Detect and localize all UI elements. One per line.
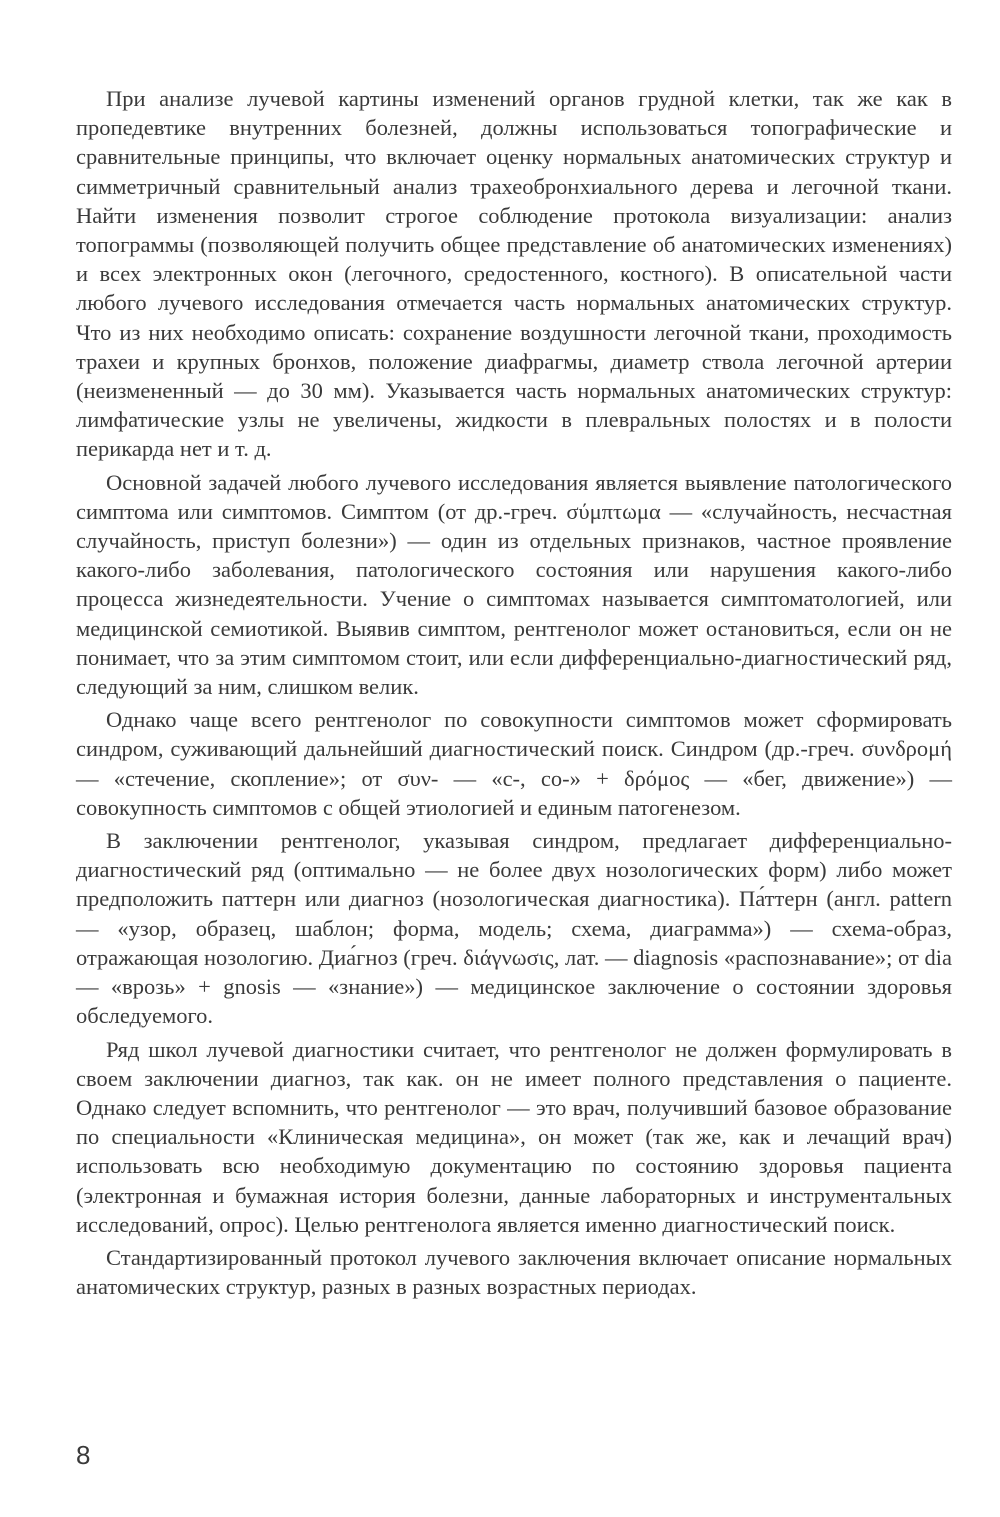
paragraph-standard-protocol: Стандартизированный протокол лучевого заключения включает описание нормальных анатомических структур, разных в разных возрастных периодах. xyxy=(76,1244,952,1300)
body-text xyxy=(76,84,952,1305)
paragraph-symptom: Основной задачей любого лучевого исследования является выявление патологического симптома или симптомов. Симптом (от др.-греч. σύμπτωμα — «случайность, несчастная случайность, приступ болезни») — один из отдельных признаков, частное проявление какого-либо заболевания, патологического состояния или нарушения какого-либо процесса жизнедеятельности. Учение о симптомах называется симптоматологией, или медицинской семиотикой. Выявив симптом, рентгенолог может остановиться, если он не понимает, что за этим симптомом стоит, или если дифференциально-диагностический ряд, следующий за ним, слишком велик. xyxy=(76,469,952,700)
paragraph-radiological-analysis: При анализе лучевой картины изменений органов грудной клетки, так же как в пропедевтике внутренних болезней, должны использоваться топографические и сравнительные принципы, что включает оценку нормальных анатомических структур и симметричный сравнительный анализ трахеобронхиального дерева и легочной ткани. Найти изменения позволит строгое соблюдение протокола визуализации: анализ топограммы (позволяющей получить общее представление об анатомических изменениях) и всех электронных окон (легочного, средостенного, костного). В описательной части любого лучевого исследования отмечается часть нормальных анатомических структур. Что из них необходимо описать: сохранение воздушности легочной ткани, проходимость трахеи и крупных бронхов, положение диафрагмы, диаметр ствола легочной артерии (неизмененный — до 30 мм). Указывается часть нормальных анатомических структур: лимфатические узлы не увеличены, жидкости в плевральных полостях и в полости перикарда нет и т. д. xyxy=(76,86,952,462)
paragraph-conclusion: В заключении рентгенолог, указывая синдром, предлагает дифференциально-диагностический ряд (оптимально — не более двух нозологических форм) либо может предположить паттерн или диагноз (нозологическая диагностика). Па́ттерн (англ. pattern — «узор, образец, шаблон; форма, модель; схема, диаграмма») — схема-образ, отражающая нозологию. Диа́гноз (греч. διάγνωσις, лат. — diagnosis «распознавание»; от dia — «врозь» + gnosis — «знание») — медицинское заключение о состоянии здоровья обследуемого. xyxy=(76,828,952,1029)
page-number: 8 xyxy=(76,1440,91,1470)
paragraph-syndrome: Однако чаще всего рентгенолог по совокупности симптомов может сформировать синдром, суживающий дальнейший диагностический поиск. Синдром (др.-греч. συνδρομή — «стечение, скопление»; от συν- — «с-, со-» + δρόμος — «бег, движение») — совокупность симптомов с общей этиологией и единым патогенезом. xyxy=(76,707,952,820)
paragraph-diagnosis-schools: Ряд школ лучевой диагностики считает, что рентгенолог не должен формулировать в своем заключении диагноз, так как. он не имеет полного представления о пациенте. Однако следует вспомнить, что рентгенолог — это врач, получивший базовое образование по специальности «Клиническая медицина», он может (так же, как и лечащий врач) использовать всю необходимую документацию по состоянию здоровья пациента (электронная и бумажная история болезни, данные лабораторных и инструментальных исследований, опрос). Целью рентгенолога является именно диагностический поиск. xyxy=(76,1036,952,1237)
